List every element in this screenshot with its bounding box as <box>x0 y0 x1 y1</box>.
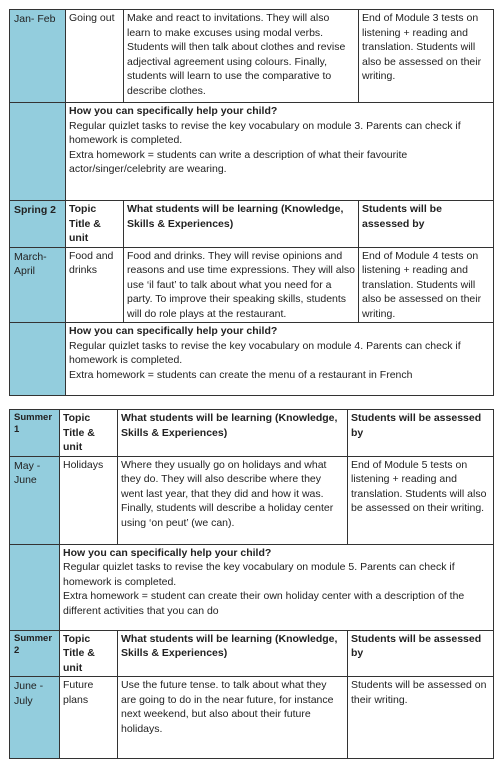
side-band <box>10 323 66 396</box>
learning-cell: Make and react to invitations. They will also learn to make excuses using modal verbs. Students will then talk about clothes and revise adjectival agreement using colours. Finally, students will learn to use the comparative to describe clothes. <box>124 10 359 103</box>
term-header: Summer 1 <box>10 410 60 457</box>
topic-cell: Food and drinks <box>66 247 124 323</box>
table-row-may-june <box>10 456 494 544</box>
term-header: Spring 2 <box>10 201 66 248</box>
curriculum-table-1 <box>9 9 494 396</box>
curriculum-table-2 <box>9 409 494 759</box>
help-row-1 <box>10 103 494 201</box>
help-question: How you can specifically help your child? <box>69 105 278 117</box>
learning-header: What students will be learning (Knowledge, Skills & Experiences) <box>118 630 348 677</box>
side-band <box>10 103 66 201</box>
header-row-summer1 <box>10 410 494 457</box>
topic-cell: Going out <box>66 10 124 103</box>
learning-cell: Where they usually go on holidays and what they do. They will also describe where they went last year, that they did and how it was. Finally, students will describe a holiday center using ‘on peut’ (we can). <box>118 456 348 544</box>
help-question: How you can specifically help your child? <box>63 546 272 559</box>
assessed-header: Students will be assessed by <box>348 410 494 457</box>
assessed-cell: Students will be assessed on their writing. <box>348 677 494 759</box>
term-cell: May - June <box>10 456 60 544</box>
assessed-header: Students will be assessed by <box>348 630 494 677</box>
assessed-cell: End of Module 4 tests on listening + reading and translation. Students will also be assessed on their writing. <box>359 247 494 323</box>
help-line: Regular quizlet tasks to revise the key vocabulary on module 3. Parents can check if homework is completed. <box>69 119 461 146</box>
assessed-cell: End of Module 3 tests on listening + reading and translation. Students will also be assessed on their writing. <box>359 10 494 103</box>
term-cell: June - July <box>10 677 60 759</box>
table-row-jan-feb <box>10 10 494 103</box>
help-extra: Extra homework = student can create their own holiday center with a description of the different activities that you can do <box>63 590 465 617</box>
help-extra: Extra homework = students can create the menu of a restaurant in French <box>69 368 413 381</box>
assessed-cell: End of Module 5 tests on listening + reading and translation. Students will also be assessed on their writing. <box>348 456 494 544</box>
side-band <box>10 544 60 630</box>
help-cell <box>66 103 494 201</box>
header-row-spring2 <box>10 201 494 248</box>
term-header: Summer 2 <box>10 630 60 677</box>
help-cell <box>66 323 494 396</box>
assessed-header: Students will be assessed by <box>359 201 494 248</box>
term-cell: Jan- Feb <box>10 10 66 103</box>
learning-cell: Food and drinks. They will revise opinions and reasons and use time expressions. They will also use ‘il faut’ to talk about what you need for a party. To improve their speaking skills, students will do role plays at the restaurant. <box>124 247 359 323</box>
help-row-2 <box>10 323 494 396</box>
topic-cell: Future plans <box>60 677 118 759</box>
topic-cell: Holidays <box>60 456 118 544</box>
topic-header: Topic Title & unit <box>66 201 124 248</box>
topic-header: Topic Title & unit <box>60 630 118 677</box>
learning-cell: Use the future tense. to talk about what they are going to do in the near future, for instance next weekend, but also about their future holidays. <box>118 677 348 759</box>
help-line: Regular quizlet tasks to revise the key vocabulary on module 4. Parents can check if homework is completed. <box>69 339 461 366</box>
help-extra: Extra homework = students can write a description of what their favourite actor/singer/celebrity are wearing. <box>69 148 408 175</box>
help-line: Regular quizlet tasks to revise the key vocabulary on module 5. Parents can check if homework is completed. <box>63 561 455 588</box>
term-cell: March-April <box>10 247 66 323</box>
help-question: How you can specifically help your child? <box>69 325 278 337</box>
help-cell <box>60 544 494 630</box>
table-row-june-july <box>10 677 494 759</box>
topic-header: Topic Title & unit <box>60 410 118 457</box>
learning-header: What students will be learning (Knowledge, Skills & Experiences) <box>118 410 348 457</box>
header-row-summer2 <box>10 630 494 677</box>
table-row-march-april <box>10 247 494 323</box>
help-row-3 <box>10 544 494 630</box>
learning-header: What students will be learning (Knowledge, Skills & Experiences) <box>124 201 359 248</box>
